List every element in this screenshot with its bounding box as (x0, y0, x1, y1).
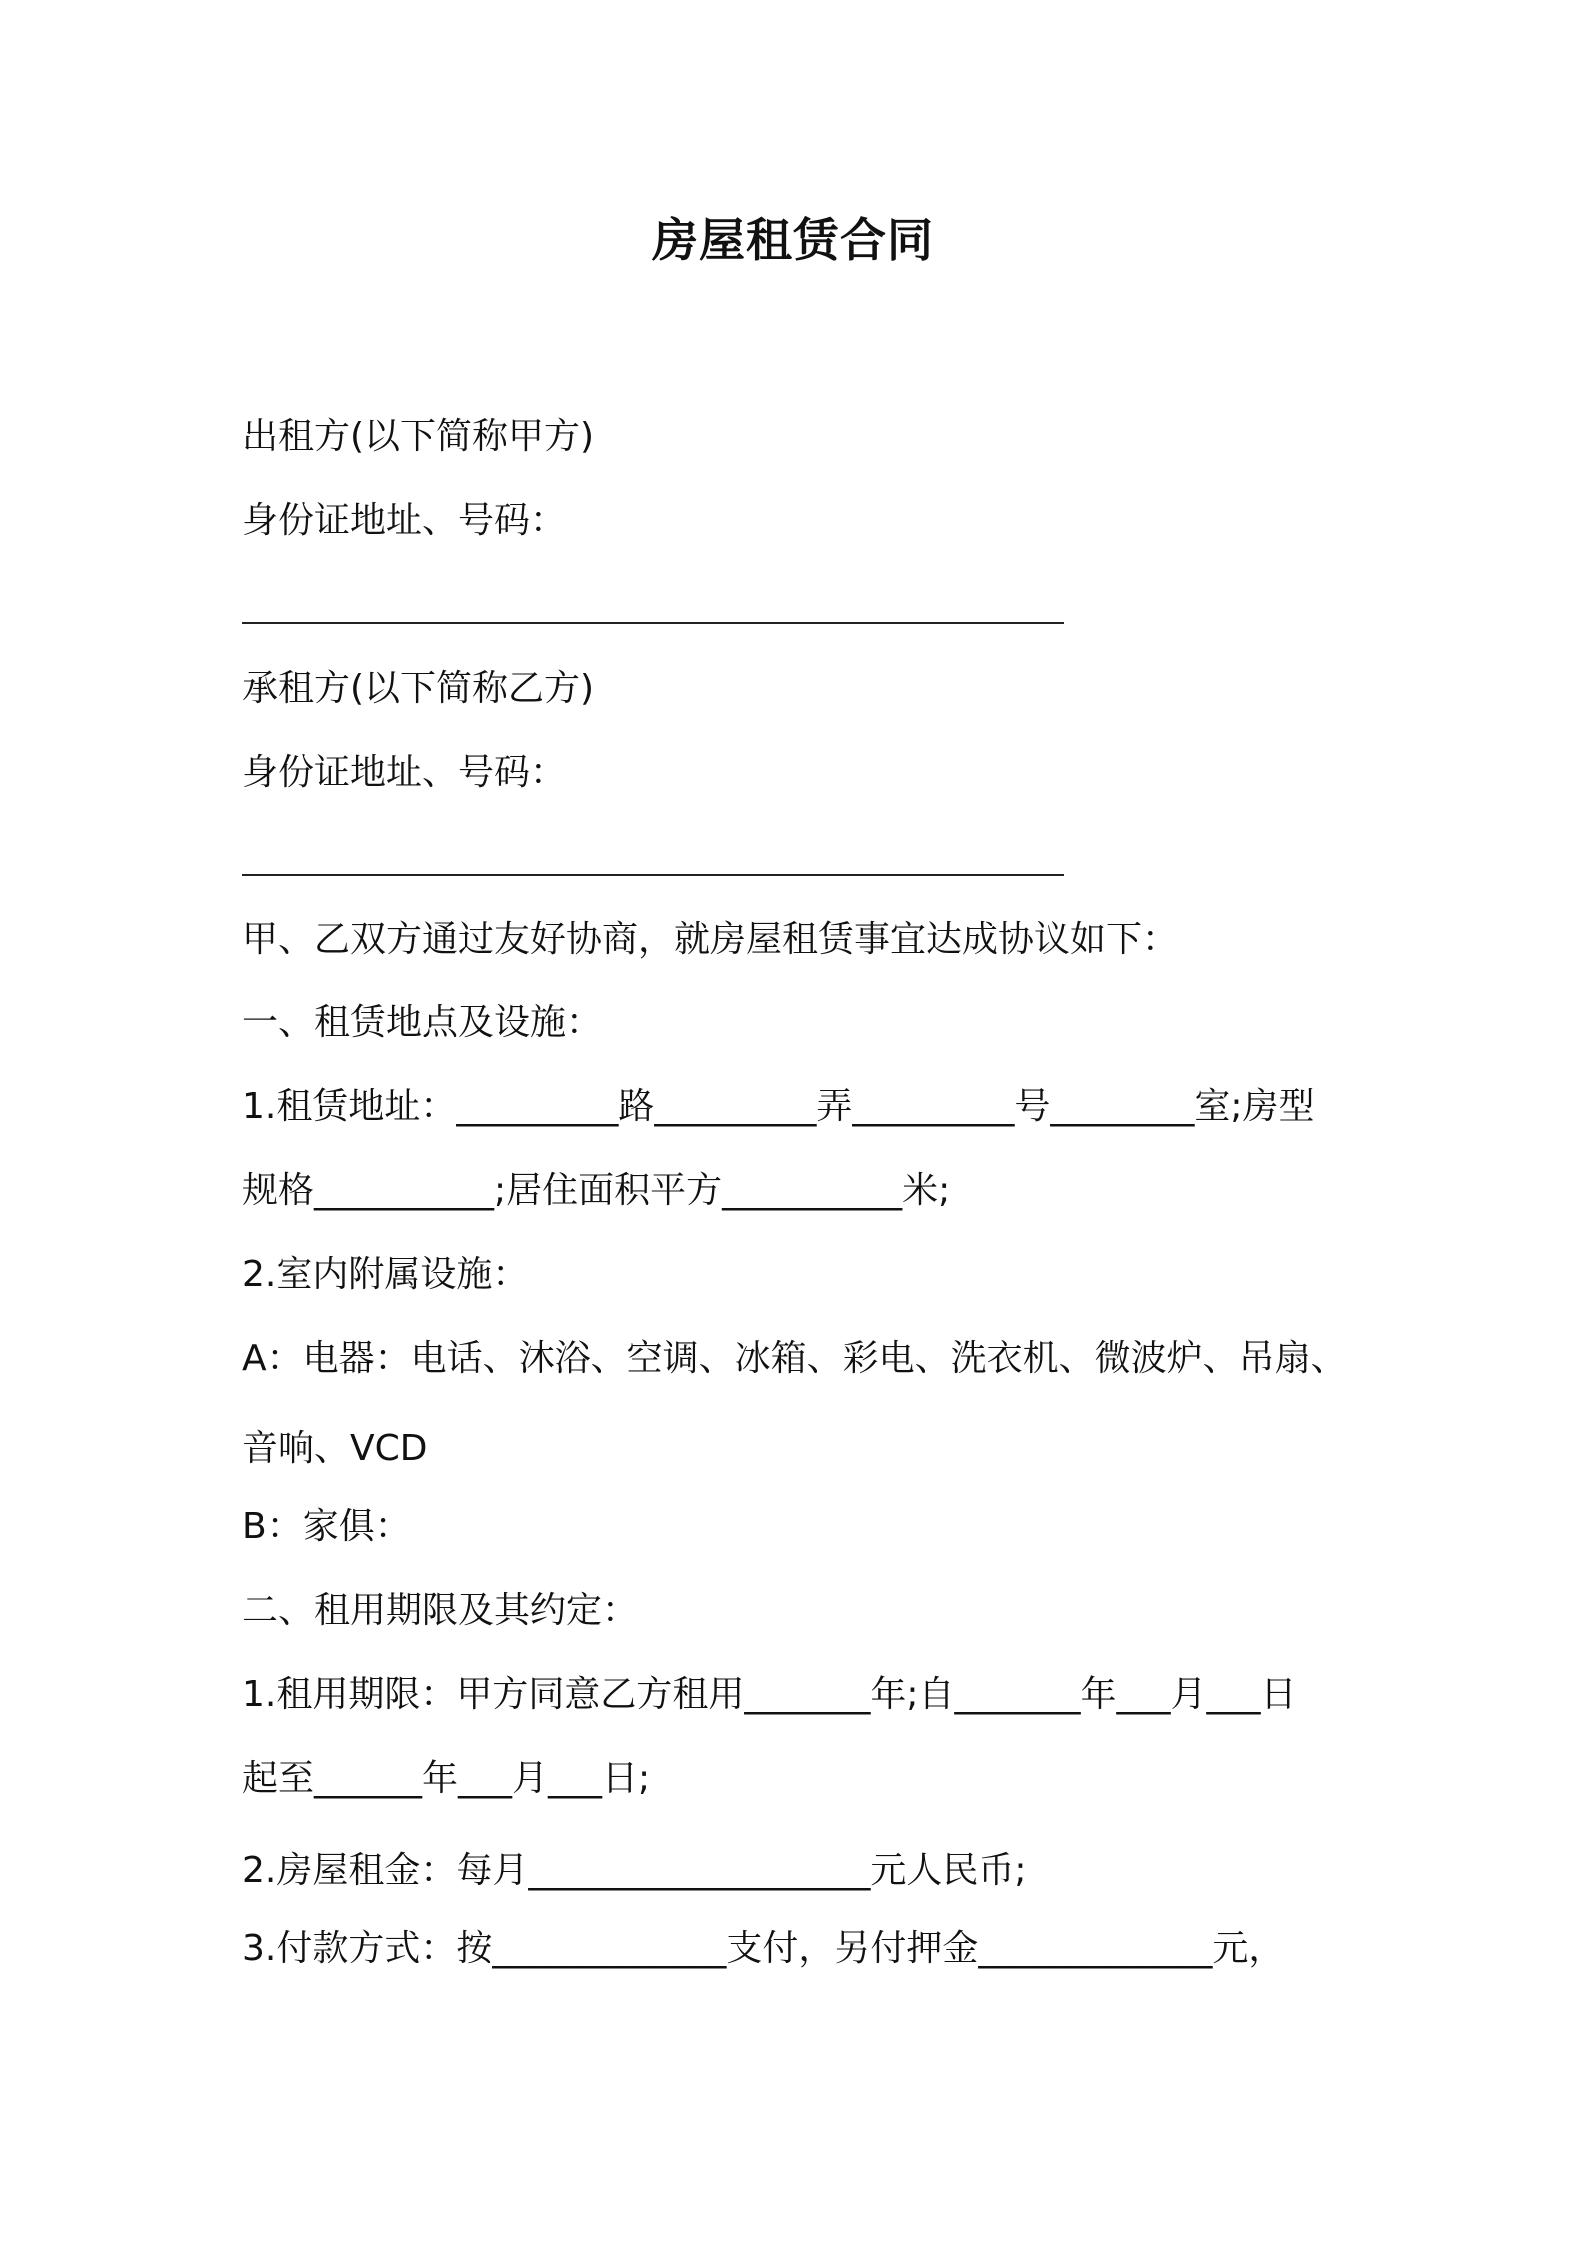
address-line-2: 规格__________;居住面积平方__________米; (242, 1170, 951, 1211)
payment-line: 3.付款方式：按_____________支付，另付押金_____________元， (242, 1928, 1285, 1969)
term-line-1: 1.租用期限：甲方同意乙方租用_______年;自_______年___月___日 (242, 1674, 1297, 1715)
lessee-line: 承租方(以下简称乙方) (242, 668, 595, 709)
appliances-line-2: 音响、VCD (242, 1428, 428, 1469)
lessor-id-blank (242, 622, 1064, 624)
address-line-1: 1.租赁地址：_________路_________弄_________号________室;房型 (242, 1086, 1315, 1127)
term-line-2: 起至______年___月___日; (242, 1758, 651, 1799)
appliances-line-1: A：电器：电话、沐浴、空调、冰箱、彩电、洗衣机、微波炉、吊扇、 (242, 1338, 1347, 1379)
lessee-id-line: 身份证地址、号码： (242, 752, 567, 793)
facilities-heading: 2.室内附属设施： (242, 1254, 529, 1295)
lessee-id-blank (242, 874, 1064, 876)
section-2-heading: 二、租用期限及其约定： (242, 1590, 639, 1631)
intro-line: 甲、乙双方通过友好协商，就房屋租赁事宜达成协议如下： (242, 919, 1179, 960)
lessor-id-line: 身份证地址、号码： (242, 500, 567, 541)
section-1-heading: 一、租赁地点及设施： (242, 1002, 603, 1043)
furniture-line: B：家俱： (242, 1506, 411, 1547)
document-title: 房屋租赁合同 (652, 213, 934, 267)
lessor-line: 出租方(以下简称甲方) (242, 416, 595, 457)
rent-line: 2.房屋租金：每月___________________元人民币; (242, 1850, 1027, 1891)
